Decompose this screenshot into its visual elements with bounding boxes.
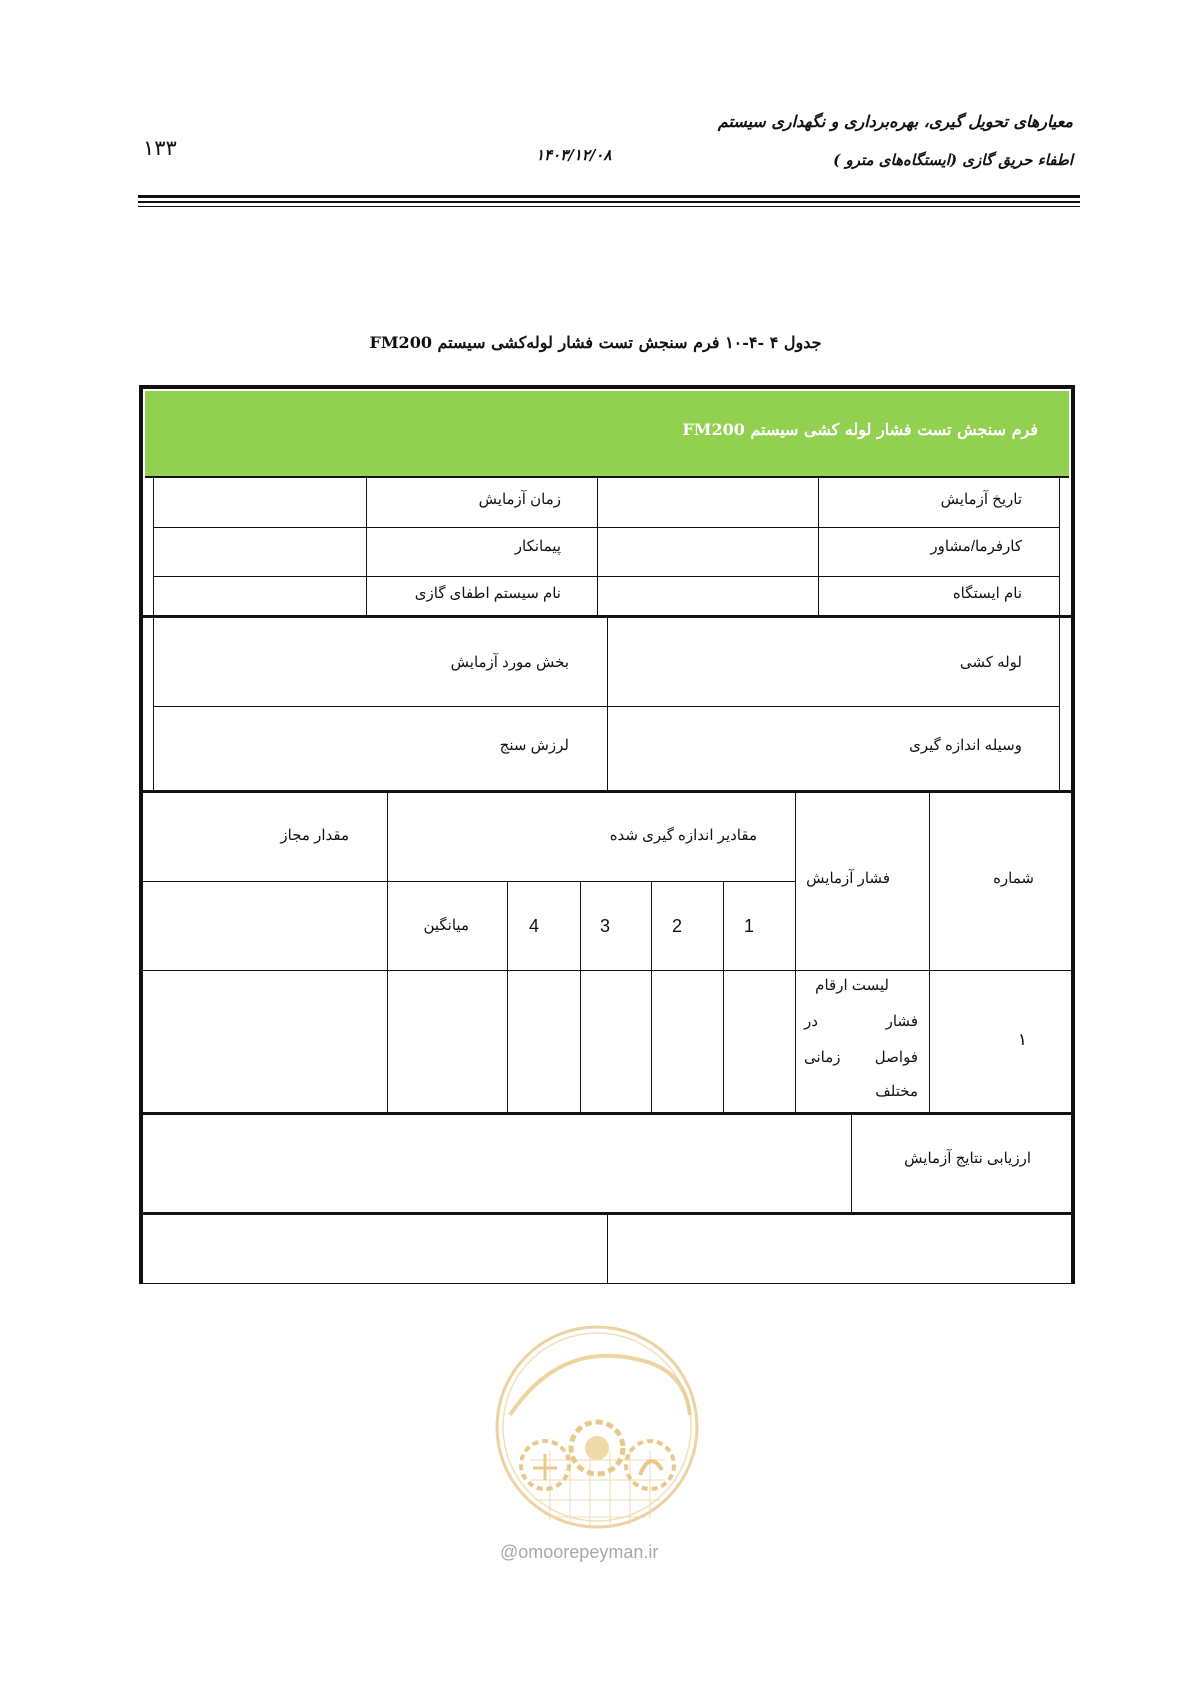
document-title-line1: معیارهای تحویل گیری، بهره‌برداری و نگهداری سیستم — [717, 112, 1073, 131]
grid-line — [597, 478, 598, 615]
section-divider — [143, 790, 1071, 793]
grid-line — [607, 618, 608, 790]
page-number: ۱۳۳ — [143, 136, 177, 160]
grid-line — [143, 881, 387, 882]
measure-col-3: 3 — [600, 916, 611, 936]
document-title-line2: اطفاء حریق گازی (ایستگاه‌های مترو ) — [833, 151, 1073, 169]
form-title: فرم سنجش تست فشار لوله کشی سیستم FM200 — [682, 420, 1038, 439]
grid-line — [795, 793, 796, 1114]
measure-col-4: 4 — [529, 916, 540, 936]
watermark-logo — [490, 1320, 705, 1539]
header-rule — [138, 195, 1080, 198]
grid-line — [139, 1283, 1075, 1284]
grid-line — [153, 618, 154, 790]
average-header: میانگین — [423, 917, 469, 934]
grid-line — [387, 881, 795, 882]
col-number-header: شماره — [993, 870, 1034, 887]
row-desc-line: مختلف — [875, 1083, 918, 1100]
grid-line — [651, 881, 652, 1114]
label-tested-section: بخش مورد آزمایش — [450, 654, 569, 671]
document-date: ۱۴۰۳/۱۲/۰۸ — [536, 146, 612, 164]
grid-line — [929, 793, 930, 1114]
label-employer-consultant: کارفرما/مشاور — [930, 538, 1022, 555]
table-caption: جدول ۴ ‑۴‑۱۰ فرم سنجش تست فشار لوله‌کشی سیستم FM200 — [369, 333, 822, 352]
grid-line — [1059, 478, 1060, 615]
label-vibration-meter: لرزش سنج — [499, 737, 569, 754]
col-pressure-header: فشار آزمایش — [806, 870, 890, 887]
grid-line — [153, 576, 1059, 577]
grid-line — [1059, 618, 1060, 790]
label-station-name: نام ایستگاه — [952, 585, 1022, 602]
grid-line — [607, 1215, 608, 1284]
measure-col-2: 2 — [672, 916, 683, 936]
label-system-name: نام سیستم اطفای گازی — [414, 585, 561, 602]
grid-line — [153, 706, 1059, 707]
section-divider — [143, 1112, 1071, 1115]
grid-line — [153, 478, 154, 615]
grid-line — [507, 881, 508, 1114]
label-contractor: پیمانکار — [514, 538, 561, 555]
grid-line — [818, 478, 819, 615]
header-rule — [138, 201, 1080, 203]
label-test-time: زمان آزمایش — [478, 491, 561, 508]
row-number: ۱ — [1017, 1030, 1027, 1049]
label-test-date: تاریخ آزمایش — [940, 491, 1022, 508]
grid-line — [723, 881, 724, 1114]
col-measured-header: مقادیر اندازه گیری شده — [609, 827, 757, 844]
measure-col-1: 1 — [744, 916, 755, 936]
grid-line — [387, 793, 388, 1114]
grid-line — [143, 970, 1071, 971]
grid-line — [153, 527, 1059, 528]
grid-line — [366, 478, 367, 615]
row-desc-line: فواصل زمانی — [804, 1049, 918, 1066]
row-desc-line: لیست ارقام — [815, 977, 889, 994]
row-desc-line: فشار در — [804, 1013, 918, 1030]
watermark-site: @omoorepeyman.ir — [500, 1542, 659, 1562]
label-test-evaluation: ارزیابی نتایج آزمایش — [904, 1150, 1031, 1167]
label-piping: لوله کشی — [959, 654, 1022, 671]
header-rule — [138, 206, 1080, 207]
grid-line — [851, 1115, 852, 1212]
col-allowed-header: مقدار مجاز — [280, 827, 349, 844]
grid-line — [580, 881, 581, 1114]
label-measuring-device: وسیله اندازه گیری — [909, 737, 1022, 754]
